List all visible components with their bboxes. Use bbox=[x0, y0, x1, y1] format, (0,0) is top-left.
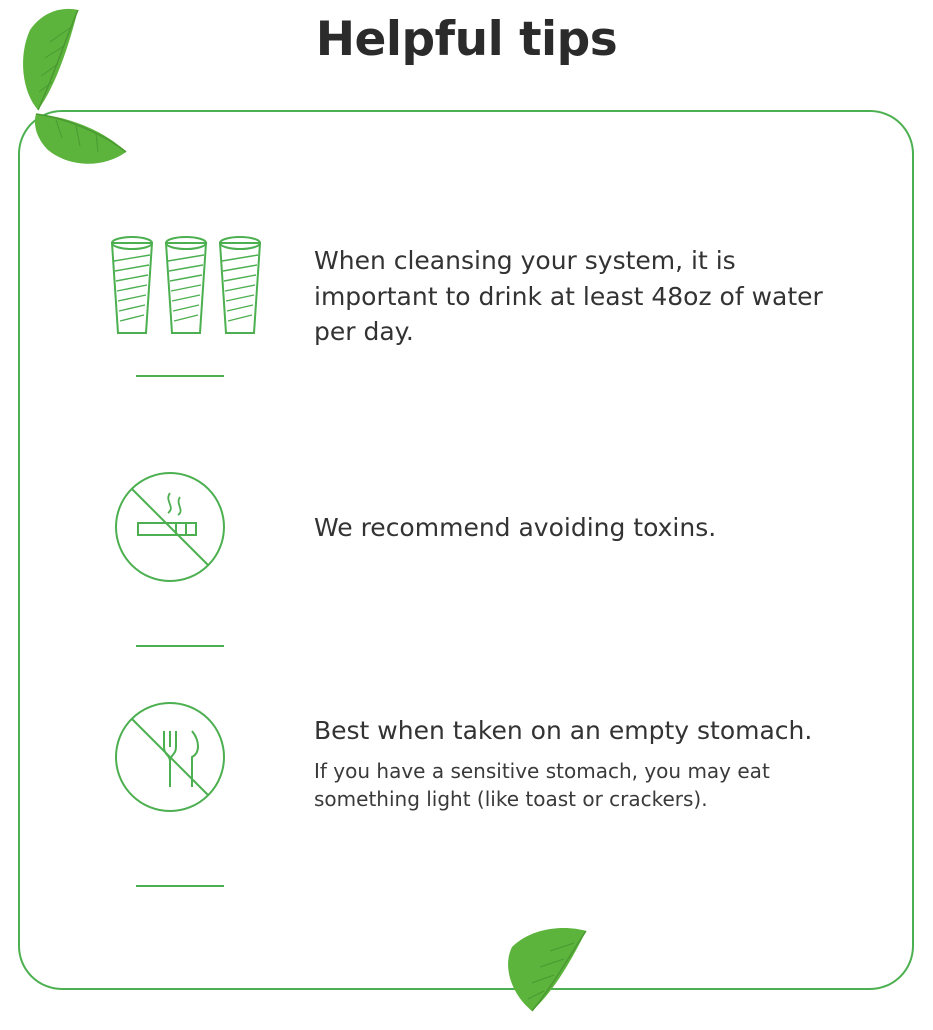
tip-heading: When cleansing your system, it is important to drink at least 48oz of water per day. bbox=[314, 246, 823, 346]
tip-text bbox=[314, 243, 834, 350]
tip-heading: Best when taken on an empty stomach. bbox=[314, 716, 813, 745]
divider bbox=[136, 645, 224, 647]
tip-heading: We recommend avoiding toxins. bbox=[314, 513, 717, 542]
tip-text bbox=[314, 713, 834, 813]
tip-text bbox=[314, 510, 834, 546]
tips-list bbox=[18, 110, 914, 990]
no-smoking-icon bbox=[108, 465, 273, 595]
page-title: Helpful tips bbox=[315, 12, 618, 67]
divider bbox=[136, 375, 224, 377]
no-eating-icon bbox=[108, 695, 273, 835]
three-water-glasses-icon bbox=[108, 225, 273, 345]
tip-subtext: If you have a sensitive stomach, you may eat something light (like toast or crackers). bbox=[314, 758, 770, 811]
divider bbox=[136, 885, 224, 887]
